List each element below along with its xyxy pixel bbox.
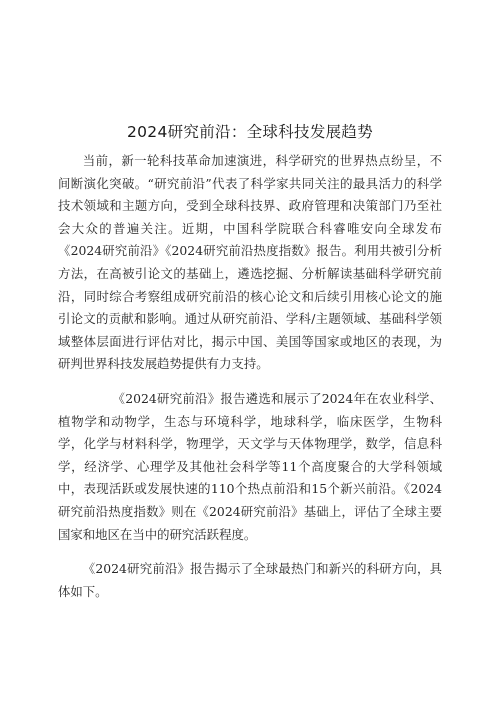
document-title: 2024研究前沿：全球科技发展趋势 [126,123,374,141]
document-body [58,150,442,603]
paragraph-lead-in: 《2024研究前沿》报告揭示了全球最热门和新兴的科研方向，具体如下。 [58,561,442,599]
paragraph-report-scope: 《2024研究前沿》报告遴选和展示了2024年在农业科学、植物学和动物学，生态与环境科学，地球科学，临床医学，生物科学，化学与材料科学，物理学，天文学与天体物理学，数学，信息科学，经济学、心理学及其他社会科学等11个高度聚合的大学科领域中，表现活跃或发展快速的110个热点前沿和15个新兴前沿。《2024研究前沿热度指数》则在《2024研究前沿》基础上，评估了全球主要国家和地区在当中的研究活跃程度。 [58,390,442,542]
paragraph-intro: 当前，新一轮科技革命加速演进，科学研究的世界热点纷呈，不间断演化突破。“研究前沿”代表了科学家共同关注的最具活力的科学技术领域和主题方向，受到全球科技界、政府管理和决策部门乃至社会大众的普遍关注。近期，中国科学院联合科睿唯安向全球发布《2024研究前沿》《2024研究前沿热度指数》报告。利用共被引分析方法，在高被引论文的基础上，遴选挖掘、分析解读基础科学研究前沿，同时综合考察组成研究前沿的核心论文和后续引用核心论文的施引论文的贡献和影响。通过从研究前沿、学科/主题领域、基础科学领域整体层面进行评估对比，揭示中国、美国等国家或地区的表现，为研判世界科技发展趋势提供有力支持。 [58,153,442,372]
